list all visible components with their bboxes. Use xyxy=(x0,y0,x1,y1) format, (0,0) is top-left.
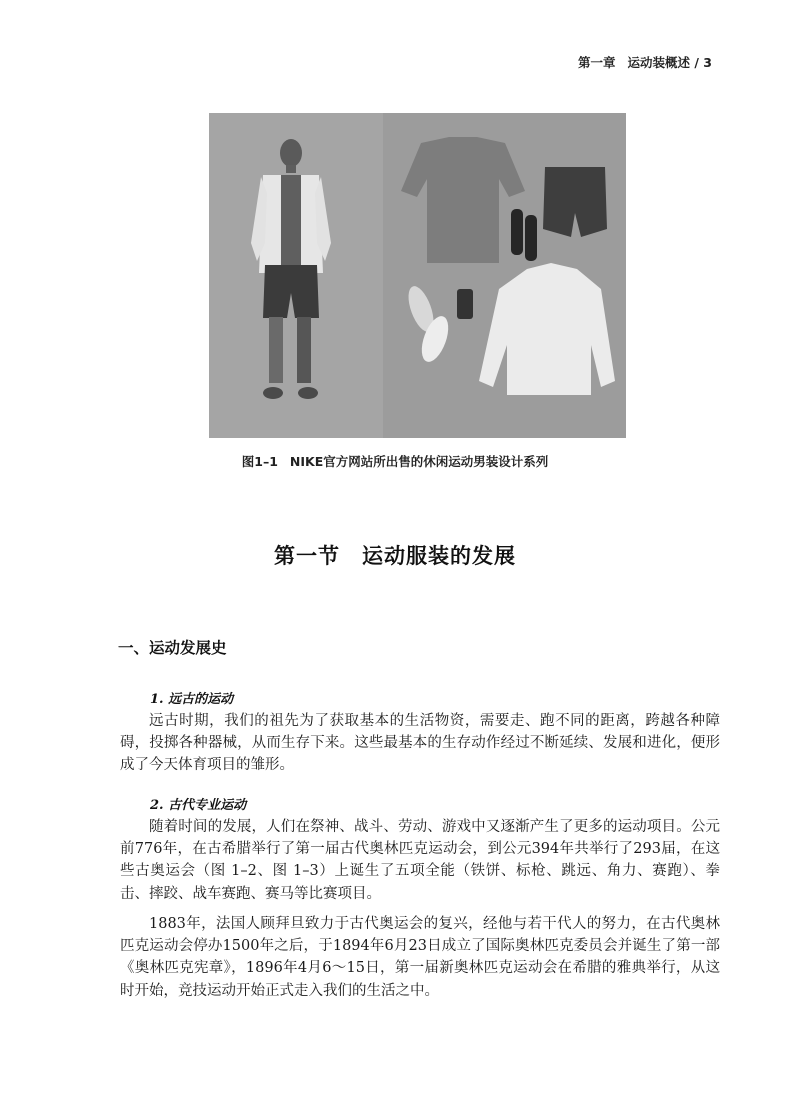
paragraph-ancient-sport: 远古时期，我们的祖先为了获取基本的生活物资，需要走、跑不同的距离，跨越各种障碍，投掷各种器械，从而生存下来。这些最基本的生存动作经过不断延续、发展和进化，便形成了今天体育项目的雏形。 xyxy=(120,713,720,774)
paragraph-professional-sport-2: 1883年，法国人顾拜旦致力于古代奥运会的复兴，经他与若干代人的努力，在古代奥林匹克运动会停办1500年之后，于1894年6月23日成立了国际奥林匹克委员会并诞生了第一部《奥林匹克宪章》，1896年4月6～15日，第一届新奥林匹克运动会在希腊的雅典举行，从这时开始，竞技运动开始正式走入我们的生活之中。 xyxy=(120,916,720,999)
subheading-professional-sport: 2. 古代专业运动 xyxy=(150,798,247,813)
socks-right xyxy=(525,215,537,261)
figure-caption xyxy=(0,452,790,470)
armband xyxy=(457,289,473,319)
section-title-text: 运动服装的发展 xyxy=(362,543,516,568)
section-number: 第一节 xyxy=(274,543,340,568)
heading-level-1: 一、运动发展史 xyxy=(118,639,227,657)
page-number: / 3 xyxy=(694,55,712,70)
chapter-number: 第一章 xyxy=(577,55,616,70)
paragraph-professional-sport-1: 随着时间的发展，人们在祭神、战斗、劳动、游戏中又逐渐产生了更多的运动项目。公元前776年，在古希腊举行了第一届古代奥林匹克运动会，到公元394年共举行了293届，在这些古奥运会（图 1–2、图 1–3）上诞生了五项全能（铁饼、标枪、跳远、角力、赛跑）、拳击、摔跤、战车赛跑、赛马等比赛项目。 xyxy=(120,819,720,902)
figure-label: 图1–1 xyxy=(241,454,278,469)
chapter-title: 运动装概述 xyxy=(627,55,691,70)
socks-left xyxy=(511,209,523,255)
photo-illustration xyxy=(209,113,626,438)
section-title xyxy=(0,540,790,570)
subheading-ancient-sport: 1. 远古的运动 xyxy=(150,692,234,707)
figure-photo xyxy=(209,113,626,438)
figure-caption-text: NIKE官方网站所出售的休闲运动男装设计系列 xyxy=(289,454,549,469)
running-header xyxy=(578,53,712,71)
